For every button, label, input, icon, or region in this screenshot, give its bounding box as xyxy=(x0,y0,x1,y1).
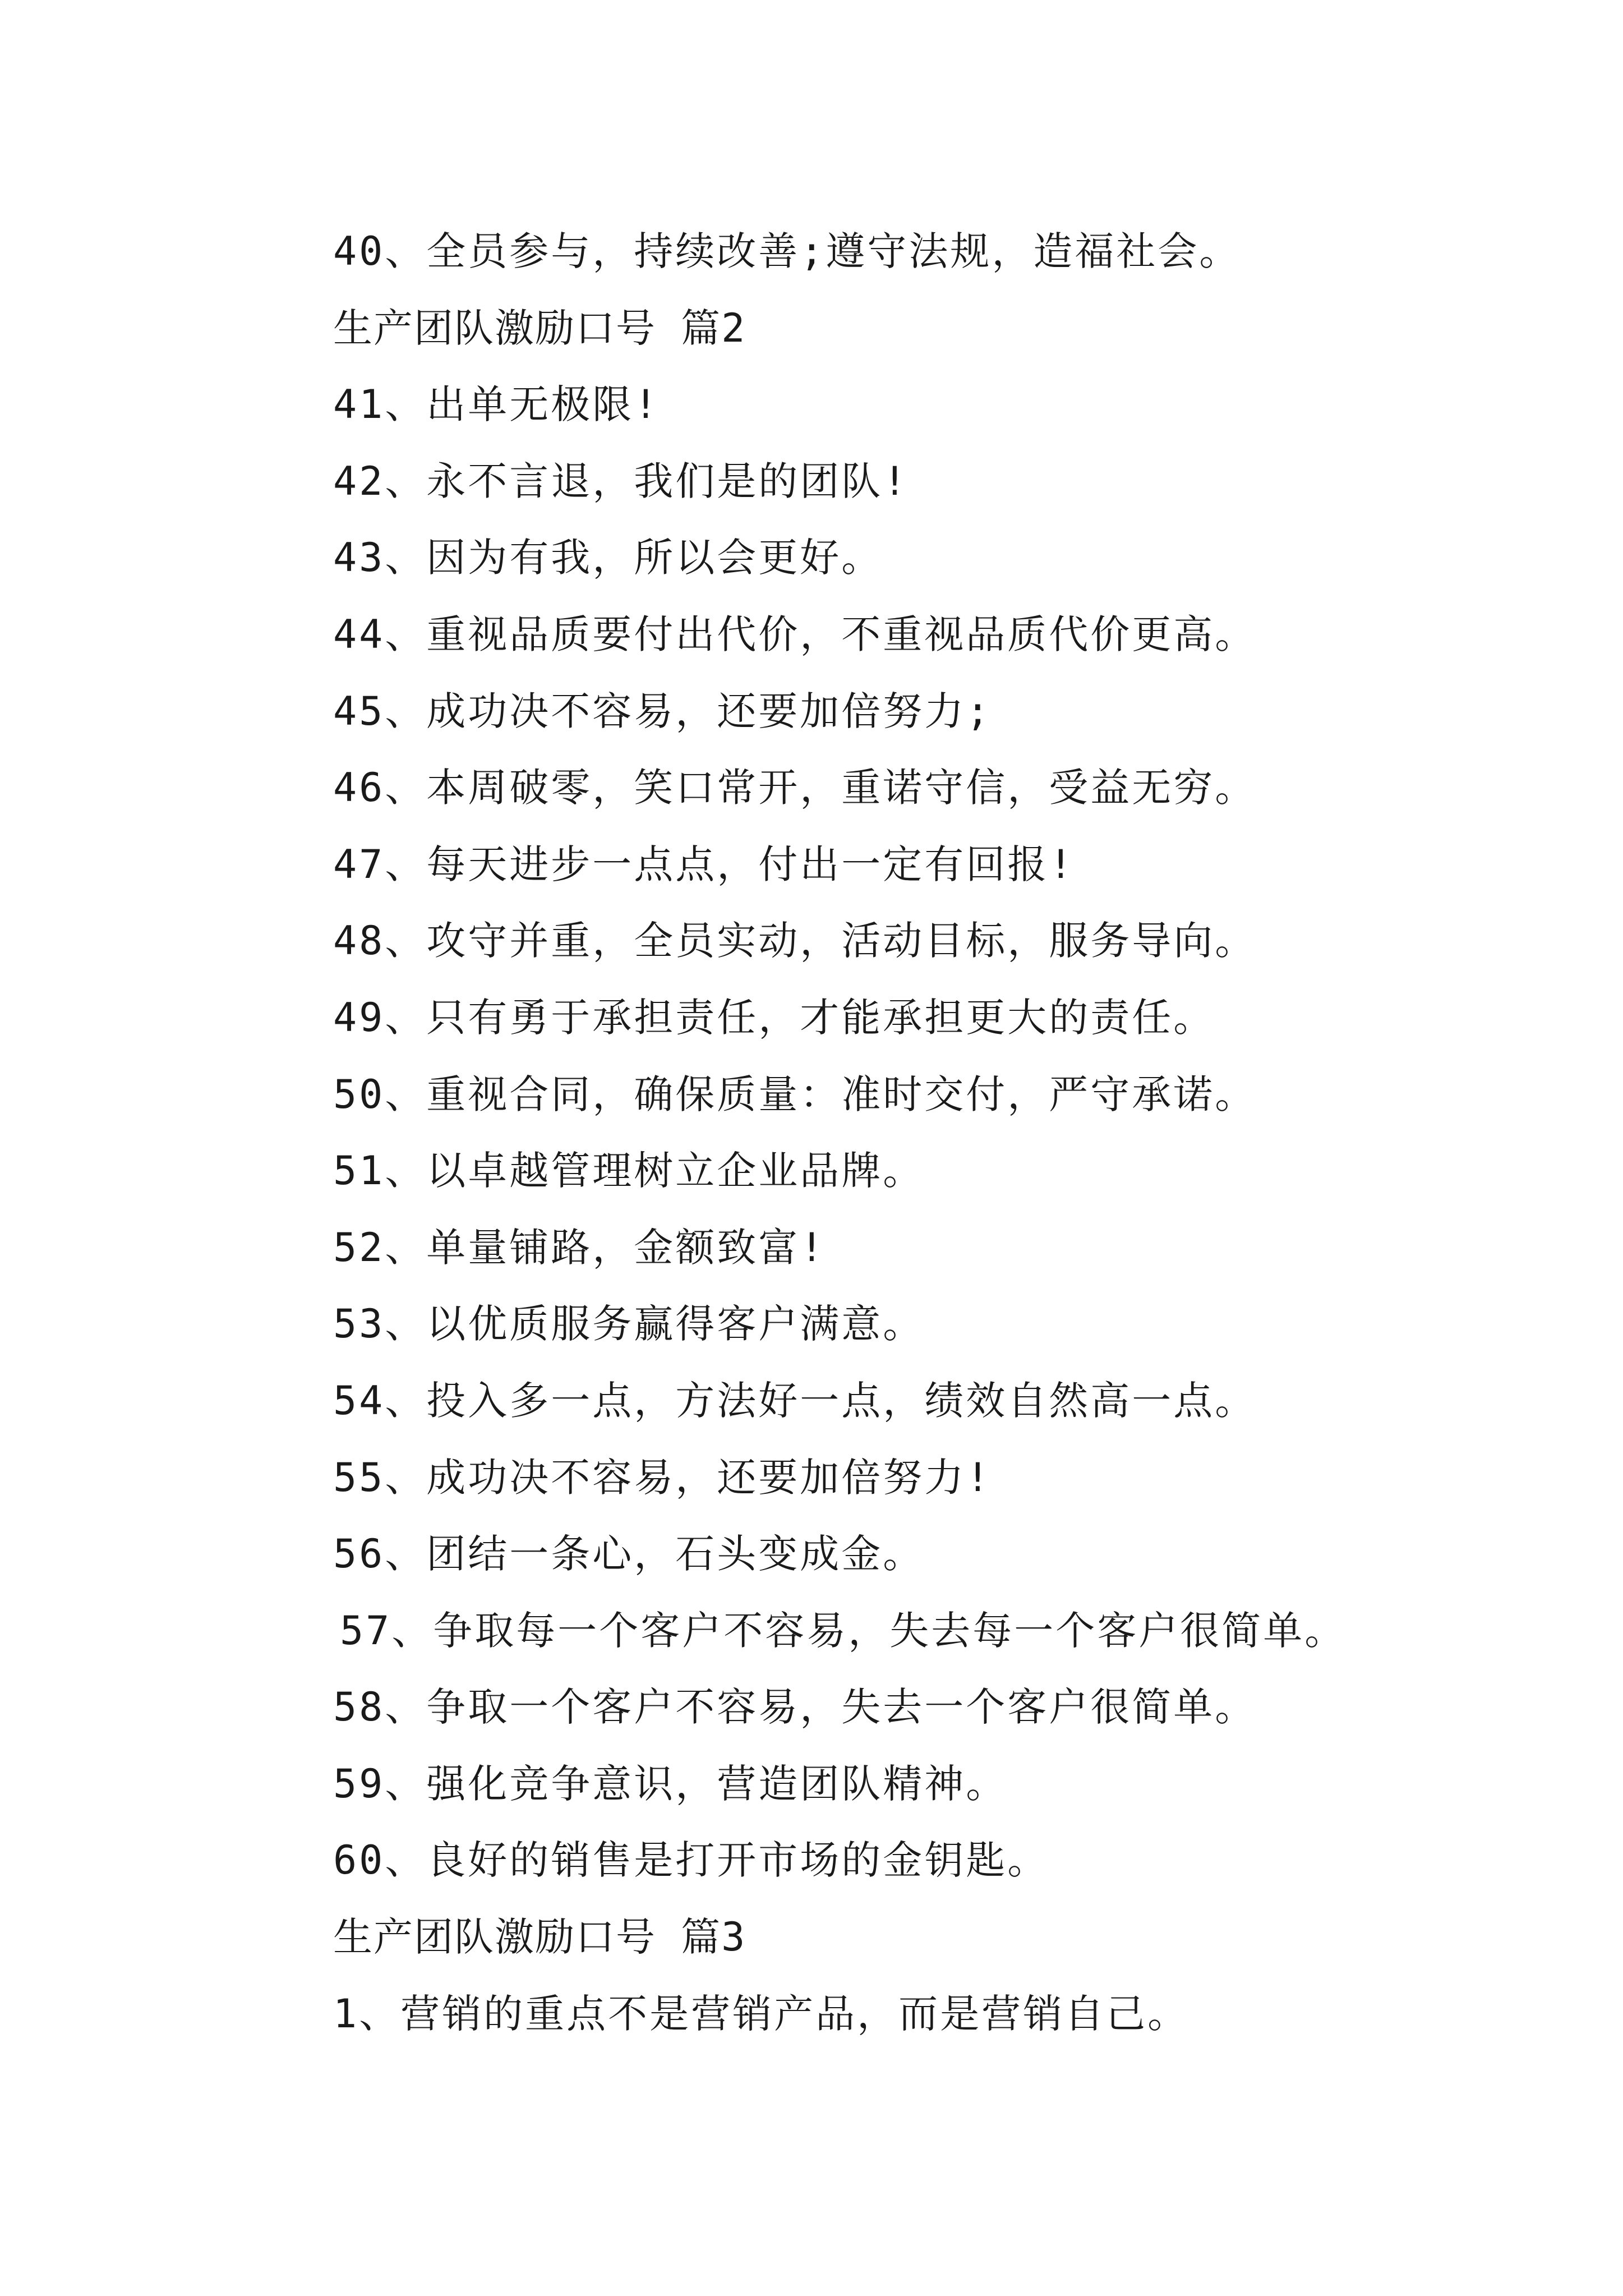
slogan-line: 60、良好的销售是打开市场的金钥匙。 xyxy=(333,1837,1049,1884)
slogan-line: 47、每天进步一点点，付出一定有回报! xyxy=(333,841,1075,887)
section-heading: 生产团队激励口号 篇3 xyxy=(333,1914,746,1961)
section-heading: 生产团队激励口号 篇2 xyxy=(333,305,746,351)
document-text-body xyxy=(333,213,1567,2052)
slogan-line: 52、单量铺路，金额致富! xyxy=(333,1224,826,1271)
slogan-line: 41、出单无极限! xyxy=(333,381,660,428)
slogan-line: 59、强化竞争意识，营造团队精神。 xyxy=(333,1760,1008,1807)
slogan-line: 57、争取每一个客户不容易，失去每一个客户很简单。 xyxy=(340,1607,1347,1654)
slogan-line: 44、重视品质要付出代价，不重视品质代价更高。 xyxy=(333,611,1257,657)
slogan-line: 42、永不言退，我们是的团队! xyxy=(333,458,909,504)
slogan-line: 54、投入多一点，方法好一点，绩效自然高一点。 xyxy=(333,1377,1257,1424)
slogan-line: 46、本周破零，笑口常开，重诺守信，受益无穷。 xyxy=(333,765,1257,811)
slogan-line: 53、以优质服务赢得客户满意。 xyxy=(333,1301,925,1347)
slogan-line: 50、重视合同，确保质量：准时交付，严守承诺。 xyxy=(333,1071,1257,1117)
slogan-line: 51、以卓越管理树立企业品牌。 xyxy=(333,1148,925,1194)
slogan-line: 49、只有勇于承担责任，才能承担更大的责任。 xyxy=(333,994,1215,1041)
slogan-line: 45、成功决不容易，还要加倍努力; xyxy=(333,688,992,734)
slogan-line: 1、营销的重点不是营销产品，而是营销自己。 xyxy=(333,1990,1189,2037)
slogan-line: 43、因为有我，所以会更好。 xyxy=(333,535,883,581)
slogan-line: 56、团结一条心，石头变成金。 xyxy=(333,1531,925,1577)
slogan-line: 48、攻守并重，全员实动，活动目标，服务导向。 xyxy=(333,918,1257,964)
slogan-line: 40、全员参与，持续改善;遵守法规，造福社会。 xyxy=(333,228,1241,274)
slogan-line: 55、成功决不容易，还要加倍努力! xyxy=(333,1454,992,1501)
slogan-line: 58、争取一个客户不容易，失去一个客户很简单。 xyxy=(333,1684,1257,1731)
